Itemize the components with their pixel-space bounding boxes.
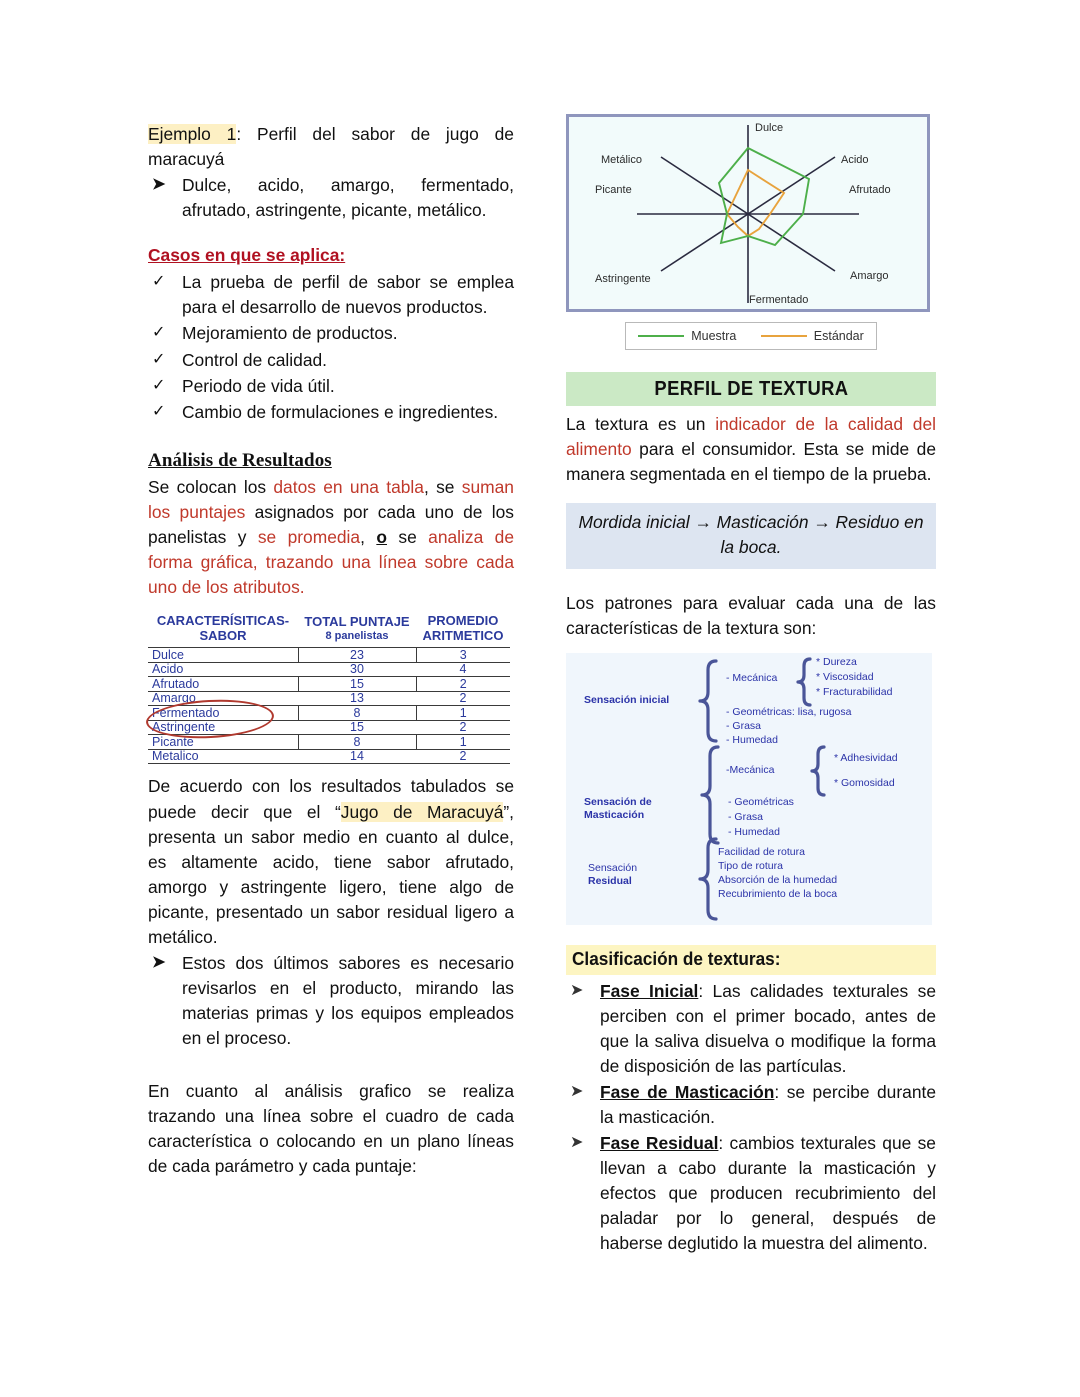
- cell-average: 1: [416, 735, 510, 750]
- table-header-row: [148, 612, 510, 648]
- list-item-label: : Las calidades texturales se perciben con el primer bocado, antes de que la saliva disuelva o modifique la forma de disposición de las partículas.: [600, 980, 936, 1076]
- cell-average: 2: [416, 677, 510, 692]
- branch-geometricas-1: - Geométricas: lisa, rugosa: [726, 705, 852, 718]
- list-item-label: Mejoramiento de productos.: [182, 323, 398, 344]
- checkmark-icon: ✓: [152, 350, 166, 368]
- table-row: [148, 749, 510, 764]
- cell-total: 8: [298, 706, 416, 721]
- analisis-heading: Análisis de Resultados: [148, 449, 332, 471]
- radar-legend: [625, 322, 877, 350]
- perfil-de-textura-title: PERFIL DE TEXTURA: [653, 377, 849, 400]
- sabor-table: [148, 612, 510, 764]
- col-header-total-sub: 8 panelistas: [325, 630, 389, 643]
- chevron-right-icon: ➤: [570, 981, 584, 999]
- axis-label-dulce: Dulce: [755, 122, 784, 134]
- cell-attribute: Acido: [148, 662, 298, 677]
- secuencia-text: Mordida inicial → Masticación → Residuo en la boca.: [578, 512, 924, 557]
- left-column: [148, 122, 514, 1179]
- branch-facilidad-rotura: Facilidad de rotura: [718, 845, 805, 858]
- list-item: [566, 1080, 936, 1130]
- group-label-sensacion-inicial: Sensación inicial: [584, 693, 670, 706]
- list-item: [148, 400, 514, 425]
- branch-humedad-2: - Humedad: [728, 825, 780, 838]
- child-dureza: * Dureza: [816, 655, 857, 668]
- cell-total: 15: [298, 677, 416, 692]
- cell-total: 8: [298, 735, 416, 750]
- axis-label-metalico: Metálico: [601, 154, 642, 166]
- textura-paragraph: [566, 412, 936, 487]
- table-row: [148, 691, 510, 706]
- texture-characteristics-diagram: [566, 653, 932, 925]
- cell-total: 14: [298, 749, 416, 764]
- axis-label-acido: Acido: [841, 154, 869, 166]
- table-row: [148, 648, 510, 663]
- text-run: La textura es un: [566, 414, 716, 434]
- cell-attribute: Afrutado: [148, 677, 298, 692]
- cell-total: 15: [298, 720, 416, 735]
- branch-grasa-1: - Grasa: [726, 719, 762, 732]
- texture-diagram-svg: [566, 653, 932, 925]
- col-header-promedio: PROMEDIO ARITMETICO: [422, 613, 504, 643]
- text-run-highlight: Jugo de Maracuyá: [340, 801, 504, 822]
- grafico-paragraph: En cuanto al análisis grafico se realiza trazando una línea sobre el cuadro de cada característica o colocando en un plano líneas de cada parámetro y cada puntaje:: [148, 1081, 514, 1177]
- group-label-masticacion-2: Masticación: [584, 808, 645, 821]
- legend-swatch-muestra: [638, 335, 684, 337]
- text-run-red: datos en una tabla: [273, 477, 424, 498]
- col-header-total: [298, 612, 416, 648]
- arrow-icon: ➤: [152, 953, 166, 971]
- list-item-label: : cambios texturales que se llevan a cabo durante la masticación y efectos que producen recubrimiento del paladar por lo general, después de haberse deglutido la muestra del alimento.: [600, 1133, 936, 1254]
- child-fracturabilidad: * Fracturabilidad: [816, 685, 893, 698]
- legend-label-estandar: Estándar: [813, 329, 864, 343]
- cell-average: 2: [416, 749, 510, 764]
- flavor-profile-radar-chart: [566, 114, 930, 312]
- table-body: [148, 648, 510, 764]
- list-item: [148, 270, 514, 320]
- analisis-paragraph: [148, 475, 514, 600]
- text-run: para el consumidor. Esta se mide de manera segmentada en el tiempo de la prueba.: [566, 439, 936, 485]
- text-run: se: [386, 527, 429, 548]
- group-label-masticacion-1: Sensación de: [584, 795, 652, 808]
- text-run: , se: [423, 477, 462, 498]
- legend-swatch-estandar: [761, 335, 807, 337]
- conclusion-arrow-list: [148, 951, 514, 1051]
- table-row: [148, 677, 510, 692]
- cell-attribute: Astringente: [148, 720, 298, 735]
- branch-mecanica-1: - Mecánica: [726, 671, 778, 684]
- casos-heading: Casos en que se aplica:: [148, 245, 346, 266]
- example-tag: Ejemplo 1: [148, 124, 237, 144]
- cell-attribute: Amargo: [148, 691, 298, 706]
- text-run-red: .: [299, 577, 305, 598]
- example-paragraph: [148, 122, 514, 172]
- list-item-label: Dulce, acido, amargo, fermentado, afrutado, astringente, picante, metálico.: [182, 175, 514, 221]
- list-item: [148, 951, 514, 1051]
- series-estandar: [727, 170, 784, 236]
- child-adhesividad: * Adhesividad: [834, 751, 898, 764]
- list-item-label: Cambio de formulaciones e ingredientes.: [182, 401, 499, 422]
- clasificacion-list: [566, 979, 936, 1257]
- child-viscosidad: * Viscosidad: [816, 670, 874, 683]
- table-row: [148, 735, 510, 750]
- radar-svg: [569, 117, 927, 309]
- col-header-total-label: TOTAL PUNTAJE: [304, 614, 410, 630]
- list-item-label: Control de calidad.: [182, 349, 328, 370]
- text-run-red: analiza de forma gráfica, trazando una línea sobre cada uno de los atributos: [148, 527, 515, 598]
- list-item: [566, 979, 936, 1079]
- chevron-right-icon: ➤: [570, 1134, 584, 1152]
- branch-recubrimiento-boca: Recubrimiento de la boca: [718, 887, 838, 900]
- cell-attribute: Metalico: [148, 749, 298, 764]
- text-run-red: se promedia: [257, 527, 361, 548]
- diagram-text: [584, 656, 898, 900]
- text-run-bold: o: [376, 527, 387, 548]
- text-run-red: indicador de la calidad del alimento: [566, 414, 936, 460]
- clasificacion-title: Clasificación de texturas:: [572, 948, 781, 970]
- cell-average: 2: [416, 720, 510, 735]
- radar-axes: [637, 125, 859, 303]
- child-gomosidad: * Gomosidad: [834, 776, 895, 789]
- cell-total: 13: [298, 691, 416, 706]
- casos-list: [148, 270, 514, 424]
- checkmark-icon: ✓: [152, 273, 166, 291]
- list-item: [148, 374, 514, 399]
- sabor-table-wrap: [148, 612, 510, 764]
- list-item: [148, 348, 514, 373]
- cell-attribute: Picante: [148, 735, 298, 750]
- group-label-residual-1: Sensación: [588, 861, 638, 874]
- list-item-term: Fase Inicial: [600, 980, 699, 1001]
- axis-label-amargo: Amargo: [850, 270, 889, 282]
- legend-item-estandar: [761, 327, 864, 345]
- text-run: Se colocan los: [148, 477, 274, 498]
- list-item-label: Periodo de vida útil.: [182, 375, 335, 396]
- branch-grasa-2: - Grasa: [728, 810, 764, 823]
- cell-attribute: Fermentado: [148, 706, 298, 721]
- axis-label-fermentado: Fermentado: [749, 294, 809, 306]
- legend-item-muestra: [638, 327, 736, 345]
- right-column: [566, 114, 936, 1257]
- text-run: ”, presenta un sabor medio en cuanto al dulce, es altamente acido, tiene sabor afrutado, amorgo y astringente ligero, tiene algo de picante, presentado un sabor residual ligero a metálico.: [148, 801, 514, 947]
- text-run: asignados por cada uno de los panelistas y: [148, 502, 514, 548]
- axis-label-picante: Picante: [595, 184, 632, 196]
- text-run-red: suman los puntajes: [148, 477, 514, 523]
- chevron-right-icon: ➤: [570, 1082, 584, 1100]
- cell-average: 4: [416, 662, 510, 677]
- arrow-icon: ➤: [152, 176, 166, 194]
- cell-average: 3: [416, 648, 510, 663]
- list-item: [148, 321, 514, 346]
- axis-label-astringente: Astringente: [595, 273, 651, 285]
- conclusion-paragraph: [148, 774, 514, 949]
- list-item-term: Fase de Masticación: [600, 1081, 775, 1102]
- cell-total: 23: [298, 648, 416, 663]
- secuencia-band: [566, 503, 936, 568]
- checkmark-icon: ✓: [152, 324, 166, 342]
- list-item-label: Estos dos últimos sabores es necesario revisarlos en el producto, mirando las materias primas y los equipos empleados en el proceso.: [182, 952, 514, 1049]
- legend-label-muestra: Muestra: [691, 329, 737, 343]
- branch-mecanica-2: -Mecánica: [726, 763, 775, 776]
- cell-total: 30: [298, 662, 416, 677]
- table-row: [148, 720, 510, 735]
- branch-absorcion-humedad: Absorción de la humedad: [718, 873, 838, 886]
- list-item-term: Fase Residual: [600, 1133, 719, 1154]
- list-item: [148, 173, 514, 223]
- text-run: ,: [360, 527, 377, 548]
- col-header-caracteristicas: CARACTERÍSITICAS-SABOR: [156, 613, 290, 643]
- example-arrow-list: [148, 173, 514, 223]
- branch-humedad-1: - Humedad: [726, 733, 778, 746]
- branch-geometricas-2: - Geométricas: [728, 795, 794, 808]
- checkmark-icon: ✓: [152, 376, 166, 394]
- patrones-paragraph: Los patrones para evaluar cada una de las características de la textura son:: [566, 592, 936, 638]
- list-item: [566, 1131, 936, 1256]
- checkmark-icon: ✓: [152, 402, 166, 420]
- perfil-de-textura-band: [566, 372, 936, 406]
- table-row: [148, 662, 510, 677]
- list-item-label: : se percibe durante la masticación.: [600, 1081, 936, 1128]
- text-run: De acuerdo con los resultados tabulados se puede decir que el “: [148, 776, 514, 822]
- series-muestra: [719, 148, 809, 245]
- branch-tipo-rotura: Tipo de rotura: [718, 859, 783, 872]
- group-label-residual-2: Residual: [588, 874, 632, 887]
- list-item-label: La prueba de perfil de sabor se emplea para el desarrollo de nuevos productos.: [182, 272, 514, 318]
- cell-average: 2: [416, 691, 510, 706]
- table-row: [148, 706, 510, 721]
- cell-average: 1: [416, 706, 510, 721]
- example-rest: : Perfil del sabor de jugo de maracuyá: [148, 124, 514, 170]
- clasificacion-band: [566, 945, 936, 975]
- axis-label-afrutado: Afrutado: [849, 184, 891, 196]
- cell-attribute: Dulce: [148, 648, 298, 663]
